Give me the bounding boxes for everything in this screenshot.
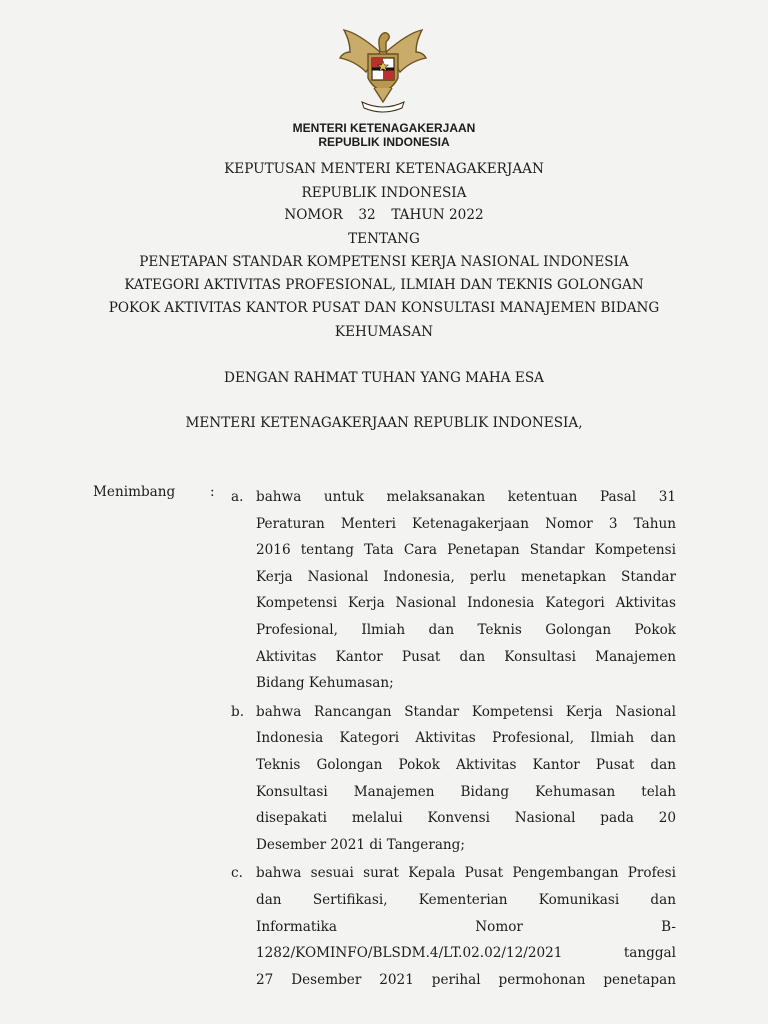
decree-title-line-2: REPUBLIK INDONESIA bbox=[301, 185, 467, 201]
item-line: 27 Desember 2021 perihal permohonan penetapan bbox=[256, 971, 676, 988]
item-line: Konsultasi Manajemen Bidang Kehumasan telah bbox=[256, 783, 676, 800]
issuer-line-2: REPUBLIK INDONESIA bbox=[318, 135, 450, 149]
item-line: Peraturan Menteri Ketenagakerjaan Nomor 3 Tahun bbox=[256, 515, 676, 532]
item-line: Bidang Kehumasan; bbox=[256, 675, 394, 692]
subject-line-2: KATEGORI AKTIVITAS PROFESIONAL, ILMIAH DAN TEKNIS GOLONGAN bbox=[124, 277, 644, 293]
item-line: disepakati melalui Konvensi Nasional pada 20 bbox=[256, 810, 676, 827]
nomor-label: NOMOR bbox=[284, 207, 343, 223]
considering-item-c bbox=[0, 860, 768, 993]
tentang-heading: TENTANG bbox=[348, 231, 420, 247]
item-line: bahwa untuk melaksanakan ketentuan Pasal 31 bbox=[256, 489, 676, 505]
item-marker: b. bbox=[231, 703, 245, 720]
considering-colon: : bbox=[210, 484, 215, 500]
item-line: dan Sertifikasi, Kementerian Komunikasi dan bbox=[256, 891, 676, 908]
subject-line-3: POKOK AKTIVITAS KANTOR PUSAT DAN KONSULTASI MANAJEMEN BIDANG bbox=[108, 300, 660, 316]
item-line: Desember 2021 di Tangerang; bbox=[256, 836, 465, 853]
subject-line-4: KEHUMASAN bbox=[334, 324, 434, 340]
item-marker: a. bbox=[231, 489, 244, 505]
item-line: 1282/KOMINFO/BLSDM.4/LT.02.02/12/2021 tanggal bbox=[256, 945, 676, 962]
item-line: Profesional, Ilmiah dan Teknis Golongan Pokok bbox=[256, 621, 676, 638]
nomor-value: 32 bbox=[358, 207, 376, 223]
decree-title-line-1: KEPUTUSAN MENTERI KETENAGAKERJAAN bbox=[224, 161, 544, 177]
item-line: Informatika Nomor B- bbox=[256, 918, 676, 935]
item-line: bahwa sesuai surat Kepala Pusat Pengembangan Profesi bbox=[256, 865, 676, 882]
subject-line-1: PENETAPAN STANDAR KOMPETENSI KERJA NASIONAL INDONESIA bbox=[139, 254, 629, 270]
considering-item-a bbox=[0, 484, 768, 697]
authority-heading: MENTERI KETENAGAKERJAAN REPUBLIK INDONESIA, bbox=[185, 415, 583, 431]
invocation: DENGAN RAHMAT TUHAN YANG MAHA ESA bbox=[224, 370, 544, 386]
item-line: Kompetensi Kerja Nasional Indonesia Kategori Aktivitas bbox=[256, 595, 676, 612]
item-line: Teknis Golongan Pokok Aktivitas Kantor Pusat dan bbox=[256, 756, 676, 773]
considering-item-b bbox=[0, 699, 768, 859]
considering-label: Menimbang bbox=[93, 484, 176, 500]
garuda-emblem-icon bbox=[336, 22, 430, 116]
considering-list bbox=[0, 484, 768, 995]
item-marker: c. bbox=[231, 865, 243, 882]
item-line: Aktivitas Kantor Pusat dan Konsultasi Manajemen bbox=[256, 648, 676, 665]
item-line: Kerja Nasional Indonesia, perlu menetapkan Standar bbox=[256, 568, 676, 585]
item-line: bahwa Rancangan Standar Kompetensi Kerja Nasional bbox=[256, 703, 676, 720]
decree-year: TAHUN 2022 bbox=[391, 207, 484, 223]
item-line: 2016 tentang Tata Cara Penetapan Standar Kompetensi bbox=[256, 542, 676, 559]
decree-number bbox=[0, 207, 768, 223]
item-line: Indonesia Kategori Aktivitas Profesional, Ilmiah dan bbox=[256, 730, 676, 747]
issuer-line-1: MENTERI KETENAGAKERJAAN bbox=[292, 121, 476, 135]
